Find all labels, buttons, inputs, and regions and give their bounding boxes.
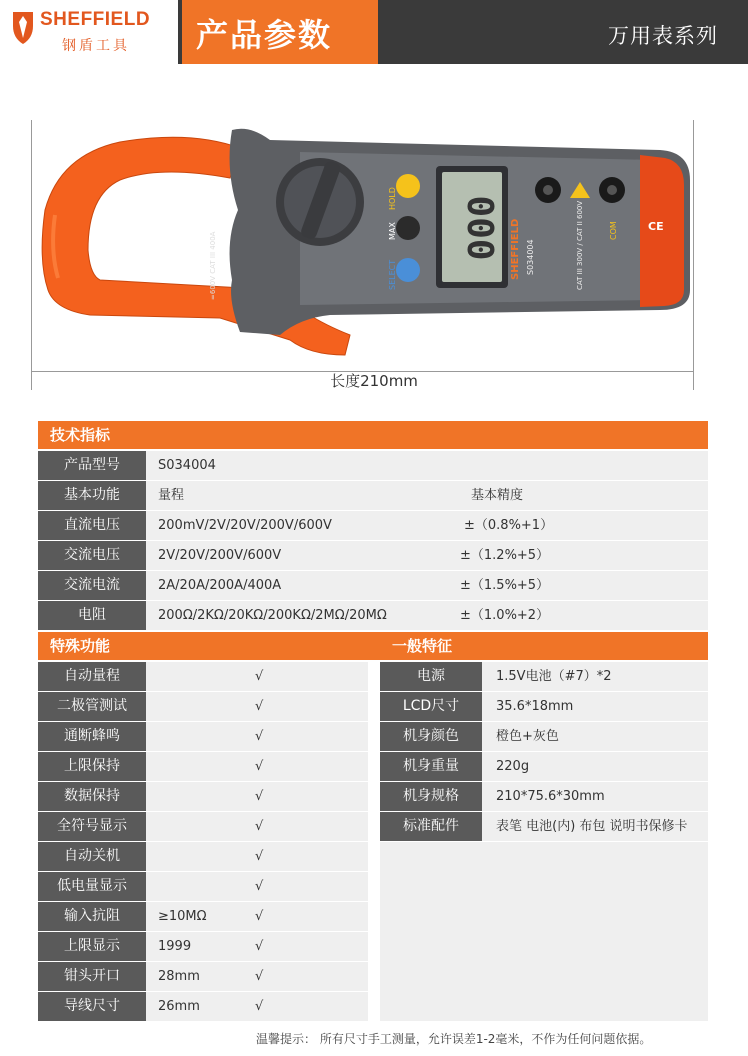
table-row: [38, 541, 708, 570]
table-row: [380, 722, 708, 751]
max-label: MAX: [388, 222, 397, 240]
table-row: [38, 692, 368, 721]
table-row: [38, 782, 368, 811]
table-row: [38, 481, 708, 510]
table-row: [38, 992, 368, 1021]
feature-label: 标准配件: [380, 812, 482, 841]
max-button: [396, 216, 420, 240]
spec-range: 2V/20V/200V/600V: [158, 548, 282, 563]
check-mark: √: [255, 759, 264, 774]
function-label: 上限保持: [38, 752, 146, 781]
table-row: [38, 601, 708, 630]
spec-range: 200mV/2V/20V/200V/600V: [158, 518, 332, 533]
brand-subtitle: 钢盾工具: [62, 38, 130, 54]
check-mark: √: [255, 939, 264, 954]
spec-accuracy: 基本精度: [471, 488, 524, 503]
check-mark: √: [255, 849, 264, 864]
spec-label: 电阻: [38, 601, 146, 630]
device-model: S034004: [526, 239, 535, 275]
spec-range: 量程: [158, 488, 185, 503]
general-features-filler: [380, 842, 708, 1021]
feature-value: 35.6*18mm: [496, 699, 574, 714]
check-mark: √: [255, 999, 264, 1014]
spec-range: 2A/20A/200A/400A: [158, 578, 282, 593]
table-row: [38, 962, 368, 991]
brand-logo: [0, 0, 178, 64]
tech-specs-header: 技术指标: [38, 421, 708, 449]
table-row: [38, 451, 708, 480]
function-label: 钳头开口: [38, 962, 146, 991]
function-label: 通断蜂鸣: [38, 722, 146, 751]
check-mark: √: [255, 699, 264, 714]
lcd-reading: 000: [462, 195, 503, 261]
check-mark: √: [255, 969, 264, 984]
feature-value: 表笔 电池(内) 布包 说明书保修卡: [496, 819, 688, 834]
function-value: ≥10MΩ: [158, 909, 207, 924]
function-label: 导线尺寸: [38, 992, 146, 1021]
table-row: [38, 511, 708, 540]
com-label: COM: [609, 221, 618, 240]
clamp-meter-image: [0, 100, 748, 400]
feature-label: LCD尺寸: [380, 692, 482, 721]
table-row: [38, 812, 368, 841]
feature-value: 210*75.6*30mm: [496, 789, 605, 804]
hold-button: [396, 174, 420, 198]
table-row: [38, 902, 368, 931]
check-mark: √: [255, 729, 264, 744]
spec-label: 基本功能: [38, 481, 146, 510]
table-row: [380, 812, 708, 841]
function-label: 自动关机: [38, 842, 146, 871]
table-row: [38, 872, 368, 901]
feature-label: 机身重量: [380, 752, 482, 781]
table-row: [38, 722, 368, 751]
table-row: [38, 842, 368, 871]
table-row: [38, 662, 368, 691]
function-label: 二极管测试: [38, 692, 146, 721]
table-row: [38, 932, 368, 961]
spec-label: 交流电流: [38, 571, 146, 600]
brand-name: SHEFFIELD: [40, 9, 151, 30]
function-value: 1999: [158, 939, 192, 954]
feature-value: 橙色+灰色: [496, 729, 559, 744]
function-label: 上限显示: [38, 932, 146, 961]
terminal-rating: CAT III 300V / CAT II 600V: [576, 200, 584, 290]
page-header: [0, 0, 748, 64]
title-banner: [182, 0, 378, 64]
table-row: [380, 752, 708, 781]
features-header: [38, 632, 708, 660]
footnote: 温馨提示： 所有尺寸手工测量，允许误差1-2毫米，不作为任何问题依据。: [256, 1032, 652, 1046]
function-value: 28mm: [158, 969, 200, 984]
spec-range: 200Ω/2KΩ/20KΩ/200KΩ/2MΩ/20MΩ: [158, 608, 387, 623]
table-row: [38, 752, 368, 781]
check-mark: √: [255, 819, 264, 834]
function-label: 自动量程: [38, 662, 146, 691]
select-label: SELECT: [388, 259, 397, 290]
check-mark: √: [255, 879, 264, 894]
general-features-title: 一般特征: [392, 637, 453, 655]
spec-accuracy: ±（1.5%+5）: [460, 578, 550, 593]
function-label: 低电量显示: [38, 872, 146, 901]
ce-mark: CE: [648, 220, 664, 233]
jaw-rating: ≂600V CAT III 400A: [209, 231, 217, 300]
spec-label: 交流电压: [38, 541, 146, 570]
series-label: 万用表系列: [608, 24, 718, 48]
hold-label: HOLD: [388, 187, 397, 210]
length-label: 长度210mm: [0, 370, 748, 391]
device-brand: SHEFFIELD: [510, 218, 521, 280]
page-title: 产品参数: [196, 16, 333, 54]
table-row: [380, 692, 708, 721]
spec-accuracy: ±（0.8%+1）: [464, 518, 554, 533]
table-row: [380, 662, 708, 691]
table-row: [380, 782, 708, 811]
spec-accuracy: ±（1.2%+5）: [460, 548, 550, 563]
spec-accuracy: ±（1.0%+2）: [460, 608, 550, 623]
spec-label: 直流电压: [38, 511, 146, 540]
function-label: 输入抗阻: [38, 902, 146, 931]
feature-label: 机身规格: [380, 782, 482, 811]
feature-label: 电源: [380, 662, 482, 691]
shield-logo-icon: [10, 10, 36, 54]
feature-value: 1.5V电池（#7）*2: [496, 669, 612, 684]
function-value: 26mm: [158, 999, 200, 1014]
spec-range: S034004: [158, 458, 216, 473]
feature-value: 220g: [496, 759, 530, 774]
check-mark: √: [255, 669, 264, 684]
spec-label: 产品型号: [38, 451, 146, 480]
check-mark: √: [255, 909, 264, 924]
feature-label: 机身颜色: [380, 722, 482, 751]
select-button: [396, 258, 420, 282]
table-row: [38, 571, 708, 600]
special-functions-title: 特殊功能: [50, 637, 111, 655]
function-label: 数据保持: [38, 782, 146, 811]
check-mark: √: [255, 789, 264, 804]
function-label: 全符号显示: [38, 812, 146, 841]
